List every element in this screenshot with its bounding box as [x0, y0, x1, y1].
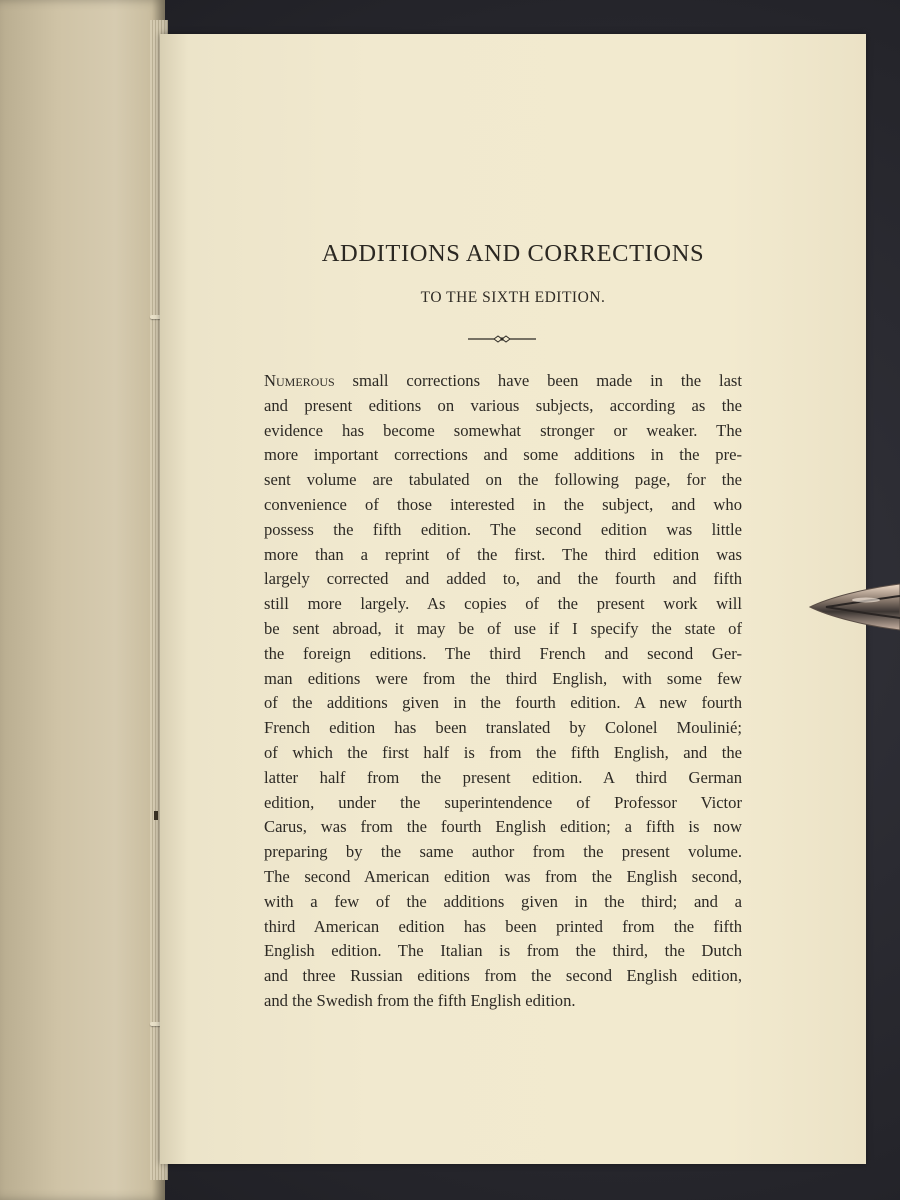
line-text: French edition has been translated by Colonel Moulinié; [264, 718, 742, 738]
text-line [264, 989, 742, 1014]
line-text: English edition. The Italian is from the third, the Dutch [264, 941, 742, 961]
left-page [0, 0, 165, 1200]
line-text: The second American edition was from the English second, [264, 866, 742, 886]
text-line [264, 791, 742, 816]
line-text: be sent abroad, it may be of use if I specify the state of [264, 618, 742, 638]
ornament-divider-icon [468, 332, 536, 346]
text-line [264, 865, 742, 890]
text-line [264, 667, 742, 692]
line-text: and the Swedish from the fifth English edition. [264, 990, 576, 1010]
text-line [264, 543, 742, 568]
body-paragraph [264, 369, 742, 1014]
text-line [264, 766, 742, 791]
text-line [264, 915, 742, 940]
page-title: ADDITIONS AND CORRECTIONS [321, 240, 705, 267]
text-line [264, 741, 742, 766]
line-text: man editions were from the third English, with some few [264, 668, 742, 688]
line-text: small corrections have been made in the last [352, 371, 743, 390]
text-line [264, 394, 742, 419]
line-text: and three Russian editions from the second English edition, [264, 966, 742, 986]
text-line [264, 369, 742, 394]
text-line [264, 716, 742, 741]
line-text: edition, under the superintendence of Professor Victor [264, 792, 742, 812]
line-text: preparing by the same author from the present volume. [264, 842, 742, 862]
text-line [264, 815, 742, 840]
line-text: possess the fifth edition. The second edition was little [264, 519, 742, 539]
text-line [264, 890, 742, 915]
line-text: more important corrections and some additions in the pre- [264, 445, 742, 465]
text-line [264, 468, 742, 493]
text-line [264, 840, 742, 865]
line-text: the foreign editions. The third French and second Ger- [264, 643, 742, 663]
line-text: with a few of the additions given in the third; and a [264, 891, 742, 911]
line-text: of which the first half is from the fifth English, and the [264, 742, 742, 762]
text-line [264, 617, 742, 642]
text-line [264, 518, 742, 543]
text-line [264, 642, 742, 667]
text-line [264, 691, 742, 716]
line-text: of the additions given in the fourth edition. A new fourth [264, 693, 742, 713]
line-text: evidence has become somewhat stronger or weaker. The [264, 420, 742, 440]
pen-tip-icon [806, 582, 900, 632]
line-text: and present editions on various subjects, according as the [264, 395, 742, 415]
right-page [160, 34, 866, 1164]
text-line [264, 419, 742, 444]
line-text: still more largely. As copies of the present work will [264, 594, 742, 614]
text-line [264, 964, 742, 989]
text-line [264, 592, 742, 617]
line-text: largely corrected and added to, and the fourth and fifth [264, 569, 742, 589]
line-text: Carus, was from the fourth English edition; a fifth is now [264, 817, 742, 837]
line-text: sent volume are tabulated on the following page, for the [264, 470, 742, 490]
line-text: third American edition has been printed from the fifth [264, 916, 742, 936]
text-line [264, 493, 742, 518]
text-line [264, 443, 742, 468]
page-subtitle: TO THE SIXTH EDITION. [420, 289, 606, 306]
line-text: more than a reprint of the first. The third edition was [264, 544, 742, 564]
line-text: latter half from the present edition. A third German [264, 767, 742, 787]
text-line [264, 567, 742, 592]
text-line [264, 939, 742, 964]
first-word: Numerous [264, 371, 353, 390]
line-text: convenience of those interested in the subject, and who [264, 494, 742, 514]
binding-mark [154, 811, 158, 820]
